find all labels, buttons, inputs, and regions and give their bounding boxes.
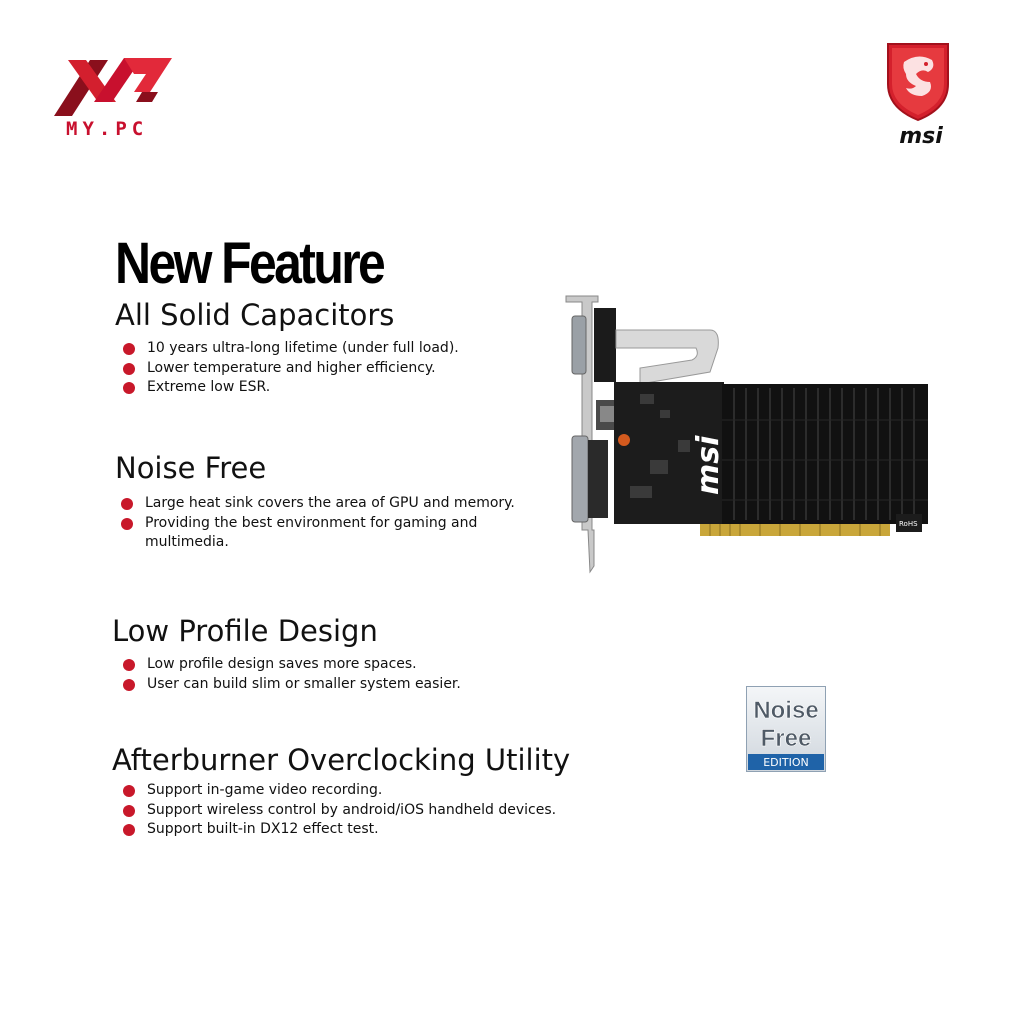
bullet-dot-icon (123, 382, 135, 394)
noise-free-badge-icon (746, 686, 826, 772)
graphics-card-image (560, 290, 935, 575)
bullet-dot-icon (123, 805, 135, 817)
bullet-list (115, 339, 545, 398)
badge-line3: EDITION (763, 756, 809, 769)
list-item: User can build slim or smaller system easier. (115, 675, 552, 695)
graphics-card-icon (560, 290, 935, 575)
bullet-dot-icon (123, 824, 135, 836)
bullet-list (115, 655, 552, 694)
list-item: Extreme low ESR. (115, 378, 545, 398)
section-title: All Solid Capacitors (115, 298, 395, 332)
bullet-dot-icon (123, 363, 135, 375)
list-item: Lower temperature and higher efficiency. (115, 359, 545, 379)
list-item: Low profile design saves more spaces. (115, 655, 552, 675)
section-low-profile (112, 614, 552, 694)
bullet-list (113, 494, 545, 553)
mypc-logo-mark-icon (50, 52, 175, 118)
bullet-dot-icon (121, 518, 133, 530)
noise-free-badge (746, 686, 826, 772)
mypc-logo (50, 52, 175, 147)
badge-line1: Noise (753, 697, 819, 724)
bullet-dot-icon (123, 679, 135, 691)
list-item: Large heat sink covers the area of GPU and memory. (113, 494, 545, 514)
msi-dragon-shield-icon (876, 38, 960, 122)
bullet-dot-icon (123, 659, 135, 671)
heatsink-brand-text: msi (691, 435, 726, 495)
bullet-dot-icon (123, 343, 135, 355)
section-afterburner (112, 743, 632, 840)
section-noise-free (115, 451, 545, 553)
list-item: Support built-in DX12 effect test. (115, 820, 632, 840)
list-item: Providing the best environment for gaming and multimedia. (113, 514, 545, 553)
section-title: Low Profile Design (112, 614, 378, 648)
section-capacitors (115, 298, 545, 398)
msi-logo-text: msi (899, 124, 943, 149)
page-title: New Feature (115, 231, 384, 296)
bullet-list (115, 781, 632, 840)
rohs-label: RoHS (899, 520, 918, 528)
mypc-logo-text: MY.PC (66, 118, 149, 140)
list-item: Support in-game video recording. (115, 781, 632, 801)
bullet-dot-icon (123, 785, 135, 797)
badge-line2: Free (760, 725, 812, 752)
section-title: Afterburner Overclocking Utility (112, 743, 571, 777)
msi-logo (876, 38, 960, 152)
section-title: Noise Free (115, 451, 267, 485)
list-item: 10 years ultra-long lifetime (under full load). (115, 339, 545, 359)
bullet-dot-icon (121, 498, 133, 510)
list-item: Support wireless control by android/iOS handheld devices. (115, 801, 632, 821)
